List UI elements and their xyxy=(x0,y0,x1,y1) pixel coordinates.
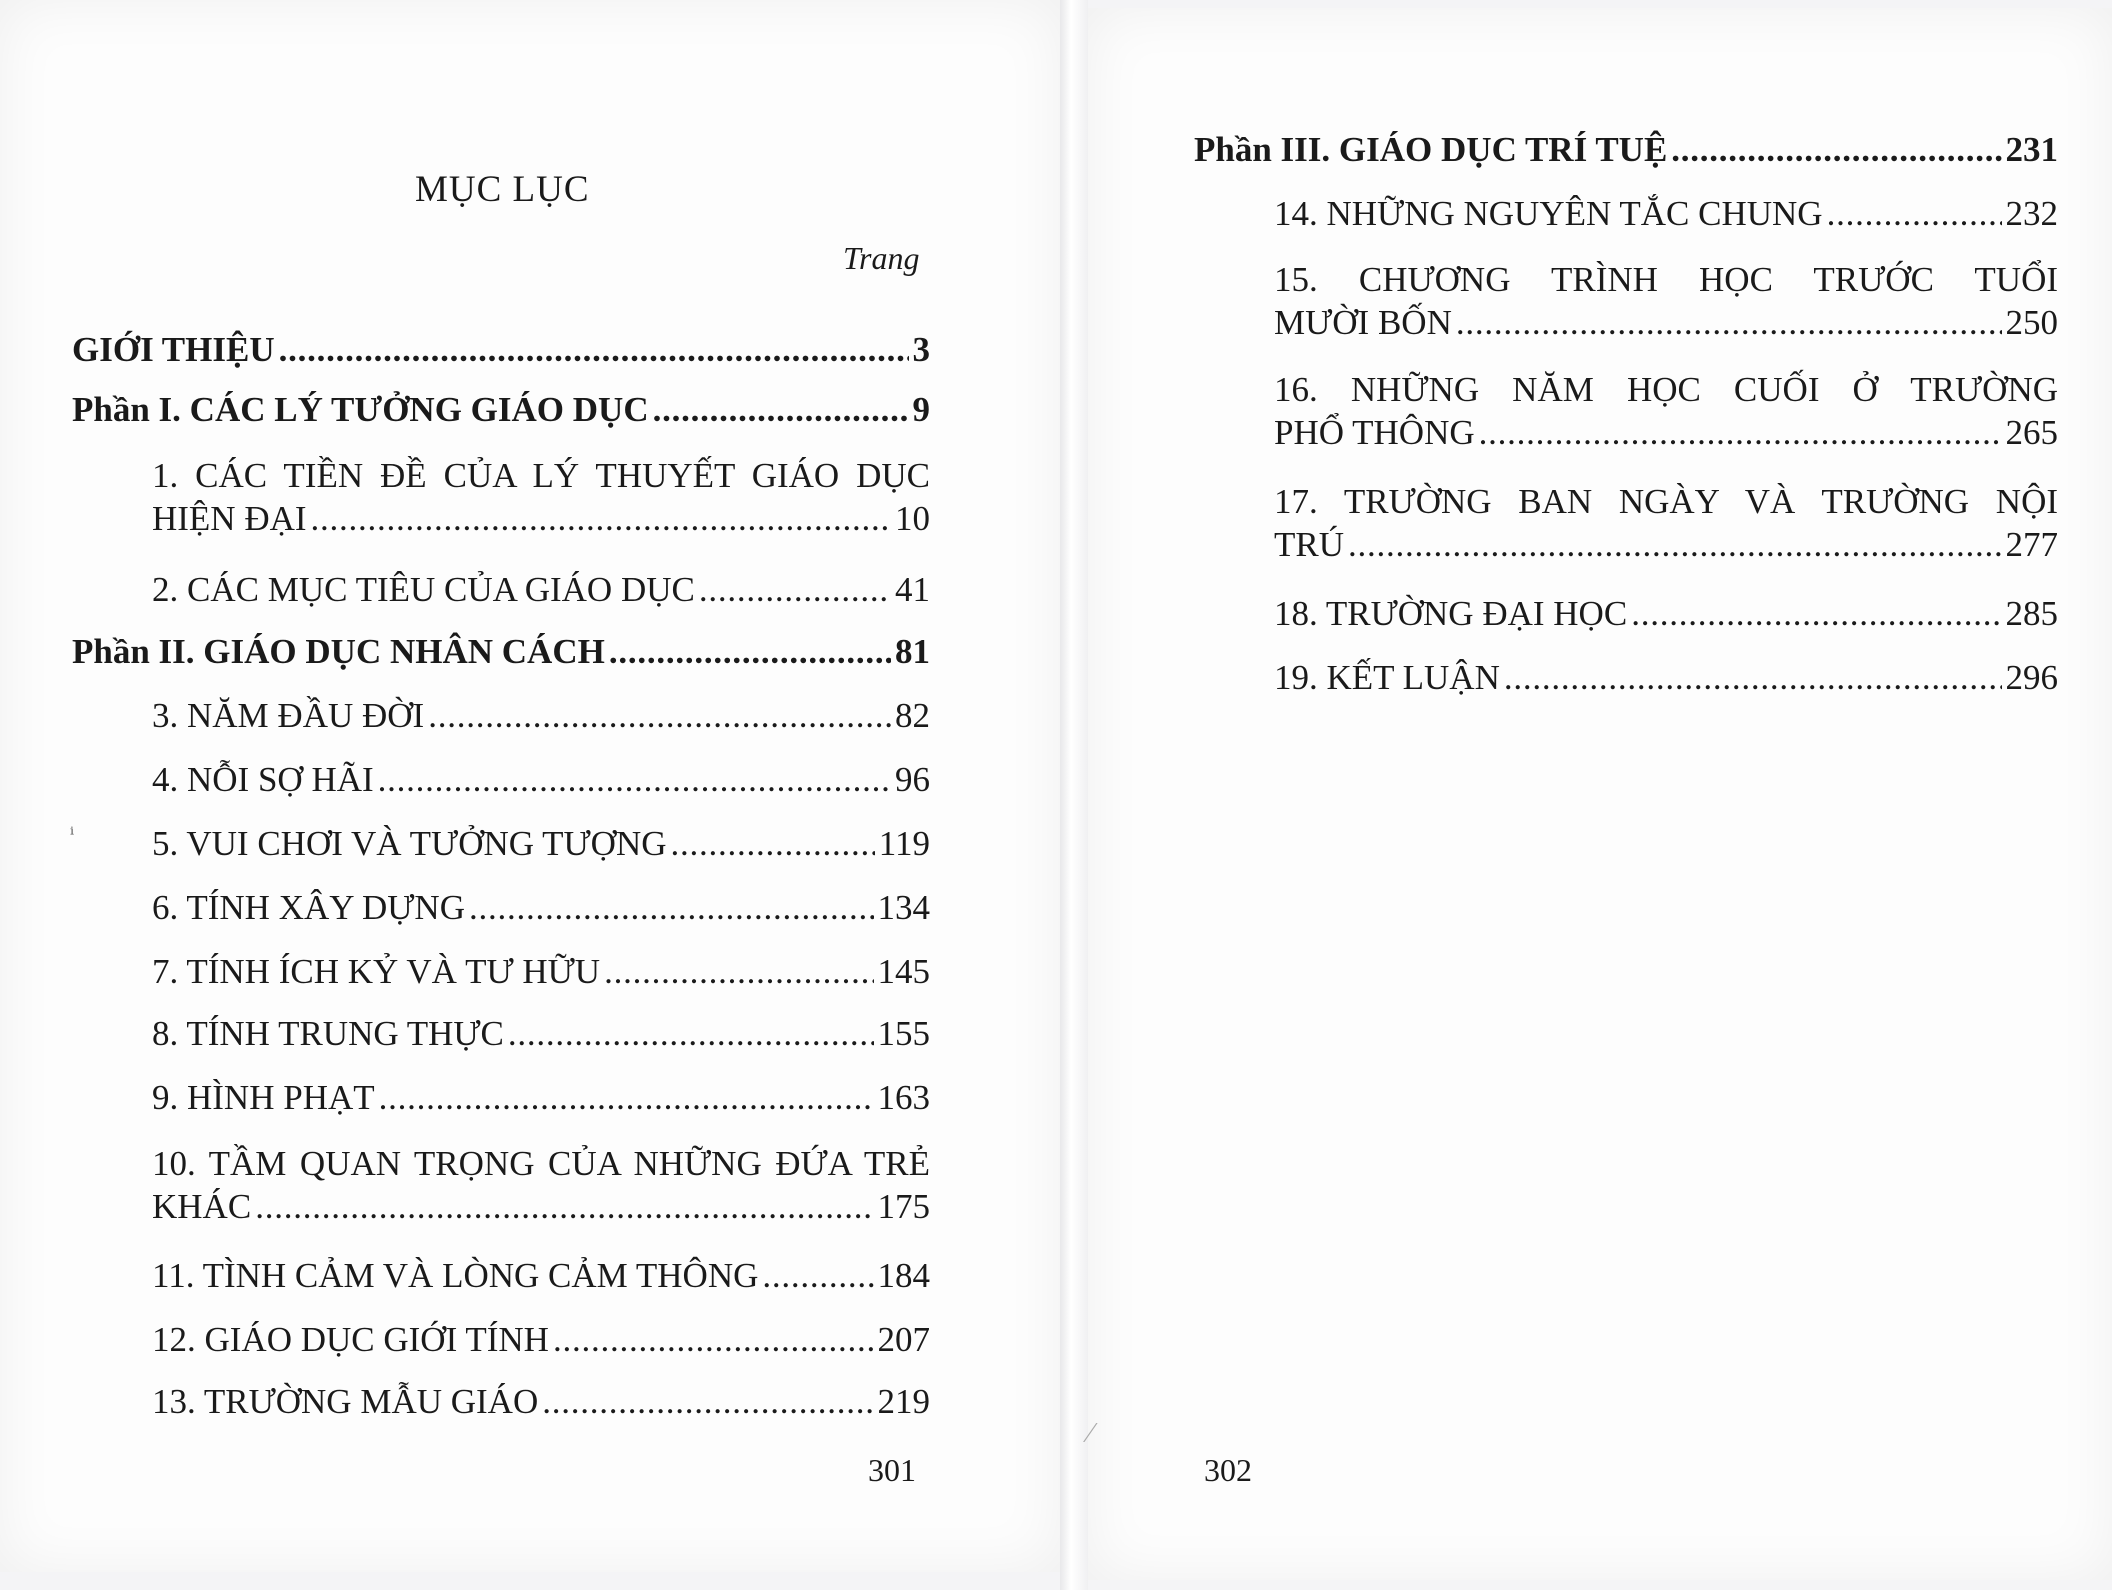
left-page xyxy=(0,0,1060,1572)
toc-entry-chapter-13[interactable] xyxy=(152,1384,930,1419)
page-column-label: Trang xyxy=(843,240,920,276)
dot-leader xyxy=(604,954,873,989)
toc-entry-chapter-5[interactable] xyxy=(152,826,930,861)
toc-entry-chapter-10[interactable] xyxy=(152,1146,930,1224)
dot-leader xyxy=(311,501,891,536)
dot-leader xyxy=(428,698,891,733)
toc-entry-page: 296 xyxy=(2005,658,2058,697)
toc-entry-part-2[interactable] xyxy=(72,634,930,669)
toc-entry-label: 7. TÍNH ÍCH KỶ VÀ TƯ HỮU xyxy=(152,952,601,991)
dot-leader xyxy=(542,1384,873,1419)
dot-leader xyxy=(379,1080,874,1115)
dot-leader xyxy=(1504,660,2002,695)
toc-entry-page: 96 xyxy=(895,760,930,799)
toc-entry-label: GIỚI THIỆU xyxy=(72,330,275,369)
toc-entry-chapter-11[interactable] xyxy=(152,1258,930,1293)
dot-leader xyxy=(508,1016,874,1051)
toc-entry-label: 6. TÍNH XÂY DỰNG xyxy=(152,888,465,927)
toc-entry-page: 232 xyxy=(2005,194,2058,233)
toc-entry-label: 5. VUI CHƠI VÀ TƯỞNG TƯỢNG xyxy=(152,824,667,863)
scan-speck: ⁄ xyxy=(1088,1418,1093,1449)
toc-entry-label-line1: 15. CHƯƠNG TRÌNH HỌC TRƯỚC TUỔI xyxy=(1274,260,2058,299)
toc-entry-label: 18. TRƯỜNG ĐẠI HỌC xyxy=(1274,594,1628,633)
toc-entry-label: MƯỜI BỐN xyxy=(1274,303,1452,342)
dot-leader xyxy=(279,332,909,367)
dot-leader xyxy=(378,762,891,797)
page-number: 302 xyxy=(1204,1452,1252,1488)
toc-entry-page: 3 xyxy=(912,330,930,369)
toc-entry-page: 265 xyxy=(2005,413,2058,452)
toc-entry-page: 145 xyxy=(877,952,930,991)
dot-leader xyxy=(762,1258,873,1293)
toc-entry-page: 219 xyxy=(877,1382,930,1421)
page-number: 301 xyxy=(868,1452,916,1488)
toc-entry-label: 11. TÌNH CẢM VÀ LÒNG CẢM THÔNG xyxy=(152,1256,759,1295)
toc-entry-label: 9. HÌNH PHẠT xyxy=(152,1078,375,1117)
toc-entry-chapter-15[interactable] xyxy=(1274,262,2058,340)
toc-entry-page: 155 xyxy=(877,1014,930,1053)
dot-leader xyxy=(699,572,891,607)
dot-leader xyxy=(671,826,875,861)
toc-entry-label: KHÁC xyxy=(152,1187,252,1226)
toc-entry-chapter-4[interactable] xyxy=(152,762,930,797)
toc-entry-chapter-9[interactable] xyxy=(152,1080,930,1115)
toc-entry-label: PHỔ THÔNG xyxy=(1274,413,1475,452)
book-gutter xyxy=(1060,0,1088,1590)
toc-entry-chapter-7[interactable] xyxy=(152,954,930,989)
toc-entry-chapter-6[interactable] xyxy=(152,890,930,925)
toc-entry-page: 285 xyxy=(2005,594,2058,633)
dot-leader xyxy=(653,392,909,427)
dot-leader xyxy=(255,1189,873,1224)
dot-leader xyxy=(1479,415,2002,450)
toc-entry-label-line1: 10. TẦM QUAN TRỌNG CỦA NHỮNG ĐỨA TRẺ xyxy=(152,1144,930,1183)
toc-entry-label: 19. KẾT LUẬN xyxy=(1274,658,1500,697)
toc-entry-page: 10 xyxy=(895,499,930,538)
toc-entry-page: 277 xyxy=(2005,525,2058,564)
toc-entry-label: Phần I. CÁC LÝ TƯỞNG GIÁO DỤC xyxy=(72,390,649,429)
toc-entry-page: 119 xyxy=(878,824,930,863)
toc-entry-page: 231 xyxy=(2005,130,2058,169)
scan-speck: ⁱ xyxy=(70,824,75,846)
dot-leader xyxy=(469,890,874,925)
right-page xyxy=(1088,8,2112,1580)
toc-entry-page: 41 xyxy=(895,570,930,609)
toc-entry-chapter-8[interactable] xyxy=(152,1016,930,1051)
toc-entry-page: 82 xyxy=(895,696,930,735)
toc-entry-page: 81 xyxy=(895,632,930,671)
dot-leader xyxy=(1671,132,2001,167)
toc-entry-page: 134 xyxy=(877,888,930,927)
toc-entry-label: 2. CÁC MỤC TIÊU CỦA GIÁO DỤC xyxy=(152,570,695,609)
toc-entry-page: 250 xyxy=(2005,303,2058,342)
dot-leader xyxy=(1348,527,2002,562)
toc-entry-page: 175 xyxy=(877,1187,930,1226)
toc-entry-chapter-19[interactable] xyxy=(1274,660,2058,695)
dot-leader xyxy=(553,1322,874,1357)
toc-entry-chapter-14[interactable] xyxy=(1274,196,2058,231)
toc-entry-label: 12. GIÁO DỤC GIỚI TÍNH xyxy=(152,1320,549,1359)
dot-leader xyxy=(1456,305,2002,340)
toc-entry-chapter-12[interactable] xyxy=(152,1322,930,1357)
toc-entry-label: Phần III. GIÁO DỤC TRÍ TUỆ xyxy=(1194,130,1668,169)
toc-entry-chapter-17[interactable] xyxy=(1274,484,2058,562)
toc-entry-label-line1: 16. NHỮNG NĂM HỌC CUỐI Ở TRƯỜNG xyxy=(1274,370,2058,409)
toc-entry-page: 9 xyxy=(912,390,930,429)
toc-entry-introduction[interactable] xyxy=(72,332,930,367)
toc-entry-label-line1: 1. CÁC TIỀN ĐỀ CỦA LÝ THUYẾT GIÁO DỤC xyxy=(152,456,930,495)
toc-heading: MỤC LỤC xyxy=(415,169,590,210)
toc-entry-chapter-2[interactable] xyxy=(152,572,930,607)
dot-leader xyxy=(1631,596,2001,631)
toc-entry-label: Phần II. GIÁO DỤC NHÂN CÁCH xyxy=(72,632,605,671)
toc-entry-label-line1: 17. TRƯỜNG BAN NGÀY VÀ TRƯỜNG NỘI xyxy=(1274,482,2058,521)
toc-entry-label: TRÚ xyxy=(1274,525,1344,564)
dot-leader xyxy=(1827,196,2002,231)
toc-entry-part-3[interactable] xyxy=(1194,132,2058,167)
toc-entry-page: 184 xyxy=(877,1256,930,1295)
toc-entry-label: 4. NỖI SỢ HÃI xyxy=(152,760,374,799)
toc-entry-label: 3. NĂM ĐẦU ĐỜI xyxy=(152,696,425,735)
toc-entry-label: HIỆN ĐẠI xyxy=(152,499,307,538)
toc-entry-chapter-16[interactable] xyxy=(1274,372,2058,450)
dot-leader xyxy=(609,634,891,669)
toc-entry-page: 163 xyxy=(877,1078,930,1117)
toc-entry-label: 14. NHỮNG NGUYÊN TẮC CHUNG xyxy=(1274,194,1823,233)
toc-entry-part-1[interactable] xyxy=(72,392,930,427)
toc-entry-chapter-1[interactable] xyxy=(152,458,930,536)
toc-entry-page: 207 xyxy=(877,1320,930,1359)
toc-entry-label: 8. TÍNH TRUNG THỰC xyxy=(152,1014,504,1053)
toc-entry-label: 13. TRƯỜNG MẪU GIÁO xyxy=(152,1382,539,1421)
toc-entry-chapter-18[interactable] xyxy=(1274,596,2058,631)
toc-entry-chapter-3[interactable] xyxy=(152,698,930,733)
